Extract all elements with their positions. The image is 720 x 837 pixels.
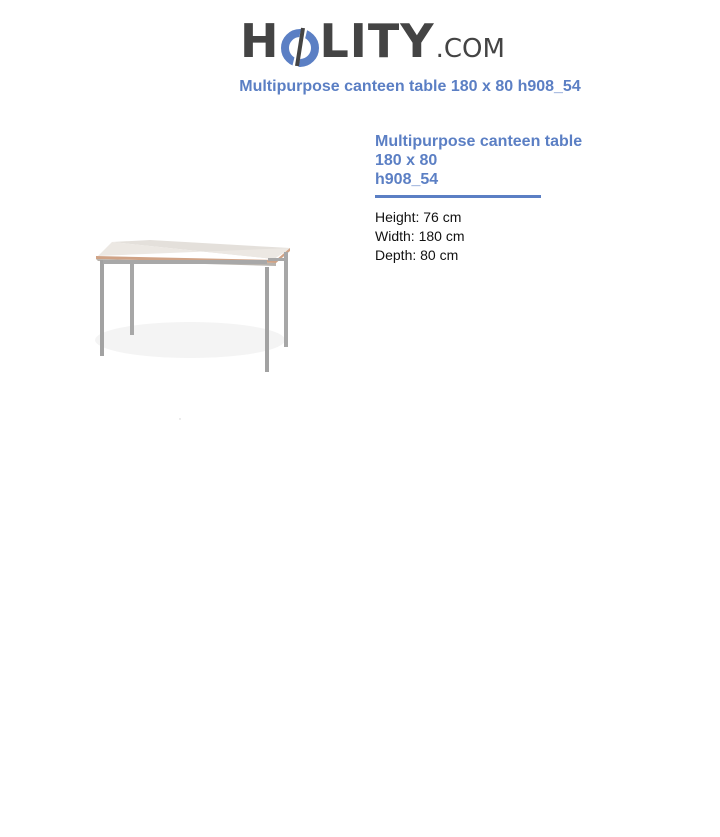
product-title-line: Multipurpose canteen table	[375, 133, 583, 150]
product-title	[375, 132, 615, 189]
table-photo[interactable]	[90, 228, 300, 428]
holity-logo[interactable]	[240, 10, 505, 70]
spec-width: Width: 180 cm	[375, 228, 465, 244]
logo-text-left: H	[240, 14, 280, 68]
page-title: Multipurpose canteen table 180 x 80 h908_54	[239, 78, 581, 95]
spec-height: Height: 76 cm	[375, 209, 462, 225]
holity-logo-o-icon	[281, 24, 319, 70]
title-divider	[375, 195, 541, 198]
spec-depth: Depth: 80 cm	[375, 247, 459, 263]
product-title-line: h908_54	[375, 171, 439, 188]
logo-text-right: LITY	[319, 14, 435, 68]
product-info-panel	[375, 132, 615, 265]
product-title-line: 180 x 80	[375, 152, 438, 169]
logo-suffix: .COM	[435, 34, 505, 64]
